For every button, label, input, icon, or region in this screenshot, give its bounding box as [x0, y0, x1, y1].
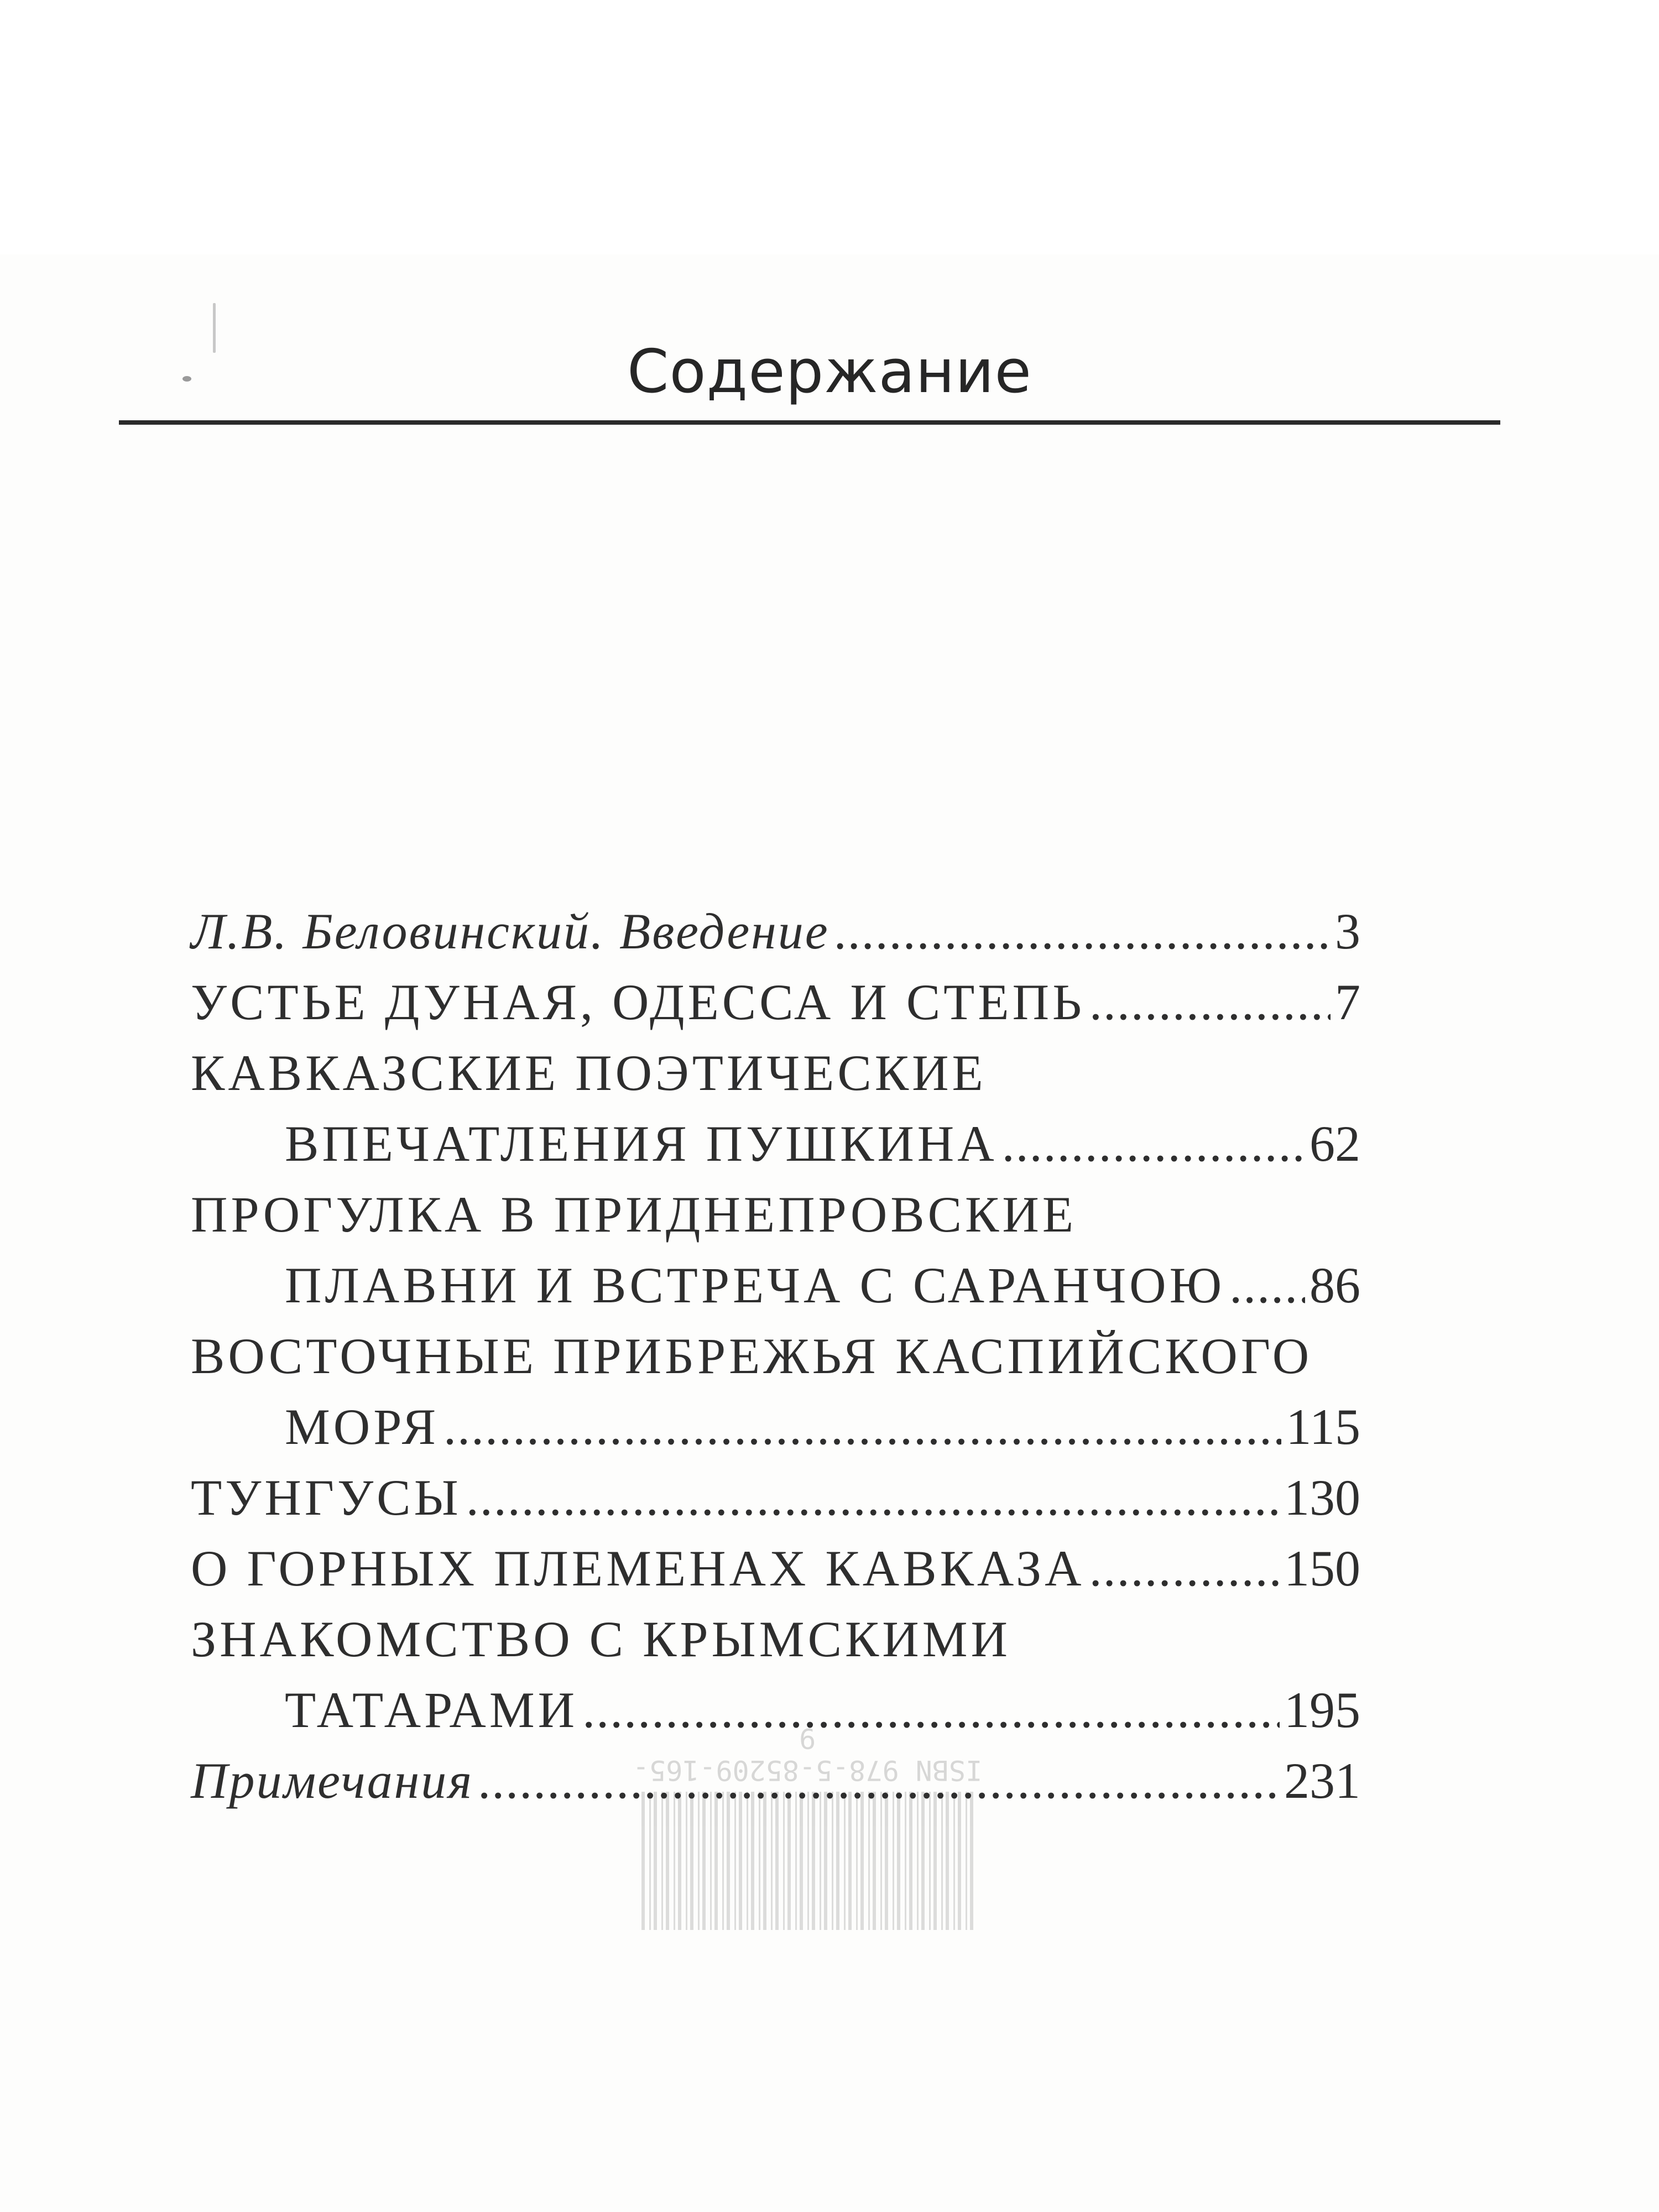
toc-entry-line — [191, 896, 1360, 967]
toc-page-number: 3 — [1335, 903, 1360, 959]
toc-entry-title: ЗНАКОМСТВО С КРЫМСКИМИ — [191, 1611, 1011, 1667]
toc-page-number: 130 — [1284, 1469, 1360, 1526]
dot-leader — [1229, 1250, 1305, 1321]
toc-entry-title: ПРОГУЛКА В ПРИДНЕПРОВСКИЕ — [191, 1186, 1077, 1243]
toc-entry-title: ТАТАРАМИ — [285, 1682, 578, 1738]
toc-page-number: 195 — [1284, 1682, 1360, 1738]
toc-entry-line — [191, 1037, 1360, 1108]
toc-page-number: 150 — [1284, 1540, 1360, 1597]
toc-entry — [191, 1179, 1360, 1321]
dot-leader — [1002, 1108, 1305, 1179]
toc-entry-line — [191, 1250, 1360, 1321]
dot-leader — [444, 1391, 1281, 1462]
title-divider — [119, 420, 1500, 425]
page-title: Содержание — [627, 337, 1032, 406]
toc-entry-line — [191, 1674, 1360, 1745]
toc-entry-line — [191, 1604, 1360, 1674]
dot-leader — [1089, 967, 1331, 1037]
toc-entry-title: КАВКАЗСКИЕ ПОЭТИЧЕСКИЕ — [191, 1045, 987, 1101]
toc-entry-line — [191, 1533, 1360, 1604]
toc-entry — [191, 1037, 1360, 1179]
toc-entry-title: Примечания — [191, 1752, 474, 1809]
dot-leader — [834, 896, 1331, 967]
toc-entry — [191, 1533, 1360, 1604]
toc-entry-title: МОРЯ — [285, 1399, 439, 1455]
barcode-isbn: ISBN 978-5-85209-165-9 — [632, 1722, 983, 1786]
toc-entry-title: ВПЕЧАТЛЕНИЯ ПУШКИНА — [285, 1115, 998, 1172]
toc-page-number: 7 — [1335, 974, 1360, 1030]
toc-entry-title: УСТЬЕ ДУНАЯ, ОДЕССА И СТЕПЬ — [191, 974, 1085, 1030]
dot-leader — [582, 1674, 1280, 1745]
toc-entry — [191, 896, 1360, 967]
toc-entry — [191, 1321, 1360, 1462]
toc-entry-line — [191, 1321, 1360, 1391]
table-of-contents — [191, 896, 1360, 1816]
toc-entry-line — [191, 1391, 1360, 1462]
toc-entry — [191, 967, 1360, 1037]
dot-leader — [1089, 1533, 1280, 1604]
toc-page-number: 86 — [1310, 1257, 1360, 1313]
toc-entry-line — [191, 1462, 1360, 1533]
toc-entry-title: ПЛАВНИ И ВСТРЕЧА С САРАНЧОЮ — [285, 1257, 1225, 1313]
toc-entry-title: ТУНГУСЫ — [191, 1469, 462, 1526]
toc-entry — [191, 1745, 1360, 1816]
toc-entry-line — [191, 1745, 1360, 1816]
toc-entry-line — [191, 967, 1360, 1037]
toc-entry-title: ВОСТОЧНЫЕ ПРИБРЕЖЬЯ КАСПИЙСКОГО — [191, 1328, 1313, 1384]
toc-entry-title: О ГОРНЫХ ПЛЕМЕНАХ КАВКАЗА — [191, 1540, 1085, 1597]
toc-page-number: 62 — [1310, 1115, 1360, 1172]
dot-leader — [478, 1745, 1280, 1816]
toc-page-number: 231 — [1284, 1752, 1360, 1809]
toc-entry — [191, 1462, 1360, 1533]
toc-entry-line — [191, 1179, 1360, 1250]
toc-entry-line — [191, 1108, 1360, 1179]
toc-entry-title: Л.В. Беловинский. Введение — [191, 903, 830, 959]
dot-leader — [466, 1462, 1280, 1533]
toc-page-number: 115 — [1286, 1399, 1360, 1455]
toc-entry — [191, 1604, 1360, 1745]
